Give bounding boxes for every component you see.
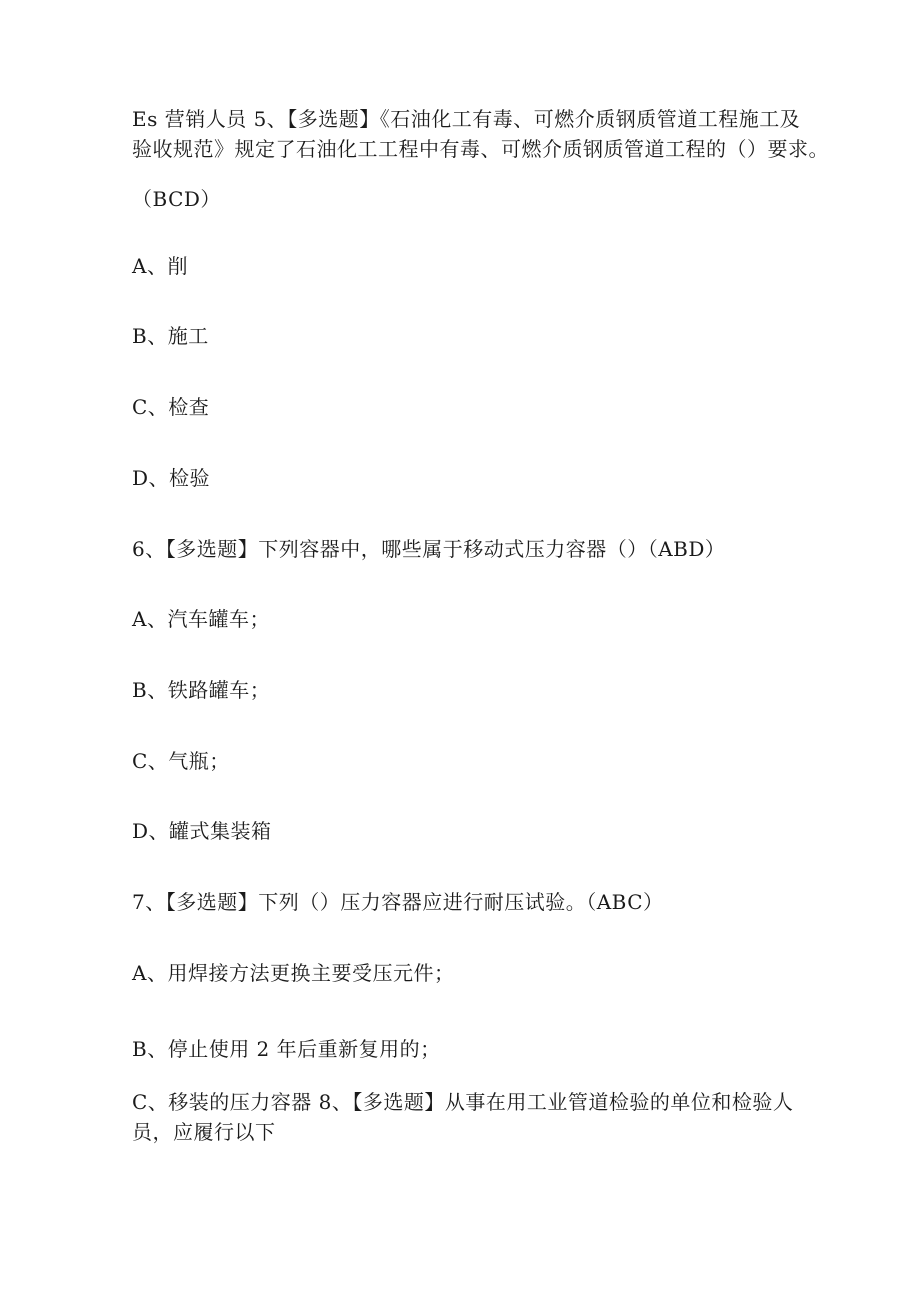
question-7-option-c-line-2: 员，应履行以下 [132,1120,276,1144]
question-6-option-d: D、罐式集装箱 [132,819,272,843]
question-6-stem: 6、【多选题】下列容器中，哪些属于移动式压力容器（）（ABD） [132,537,726,561]
question-5-option-a: A、削 [132,254,188,278]
question-7-option-b: B、停止使用 2 年后重新复用的； [132,1037,441,1061]
question-6-option-a: A、汽车罐车； [132,607,270,631]
question-7-stem: 7、【多选题】下列（）压力容器应进行耐压试验。（ABC） [132,890,664,914]
question-5-option-d: D、检验 [132,466,211,490]
question-5-option-b: B、施工 [132,324,209,348]
question-5-answer: （BCD） [132,187,221,211]
question-5-stem-line-1: Es 营销人员 5、【多选题】《石油化工有毒、可燃介质钢质管道工程施工及 [132,107,801,131]
question-5-stem-line-2: 验收规范》规定了石油化工工程中有毒、可燃介质钢质管道工程的（）要求。 [132,137,829,161]
question-6-option-c: C、气瓶； [132,749,230,773]
question-7-option-a: A、用焊接方法更换主要受压元件； [132,961,455,985]
question-6-option-b: B、铁路罐车； [132,678,271,702]
question-7-option-c-line-1: C、移装的压力容器 8、【多选题】从事在用工业管道检验的单位和检验人 [132,1090,794,1114]
question-5-option-c: C、检查 [132,395,210,419]
